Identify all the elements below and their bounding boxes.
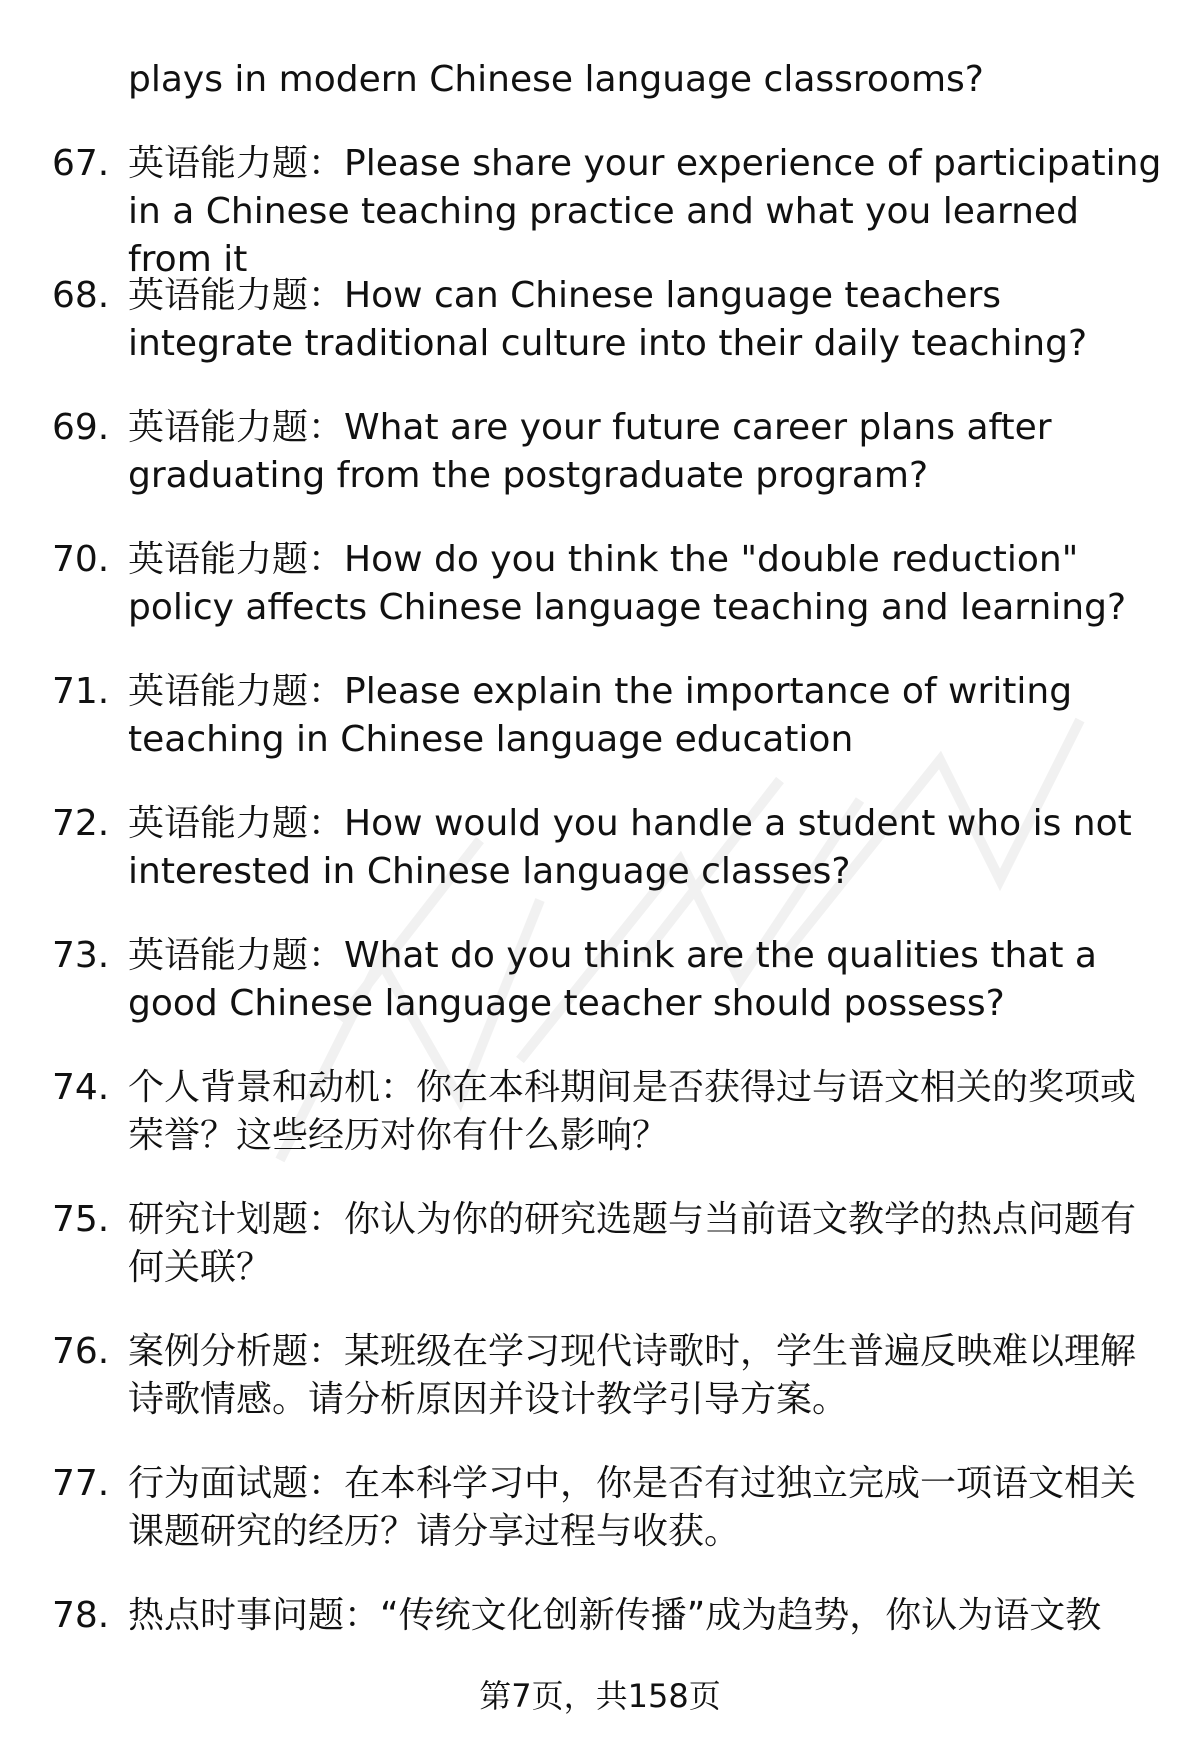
question-list — [0, 140, 1200, 1724]
question-number: 76. — [52, 1331, 110, 1372]
question-text: 英语能力题：What do you think are the qualities that a good Chinese language teacher should possess? — [128, 935, 1097, 1024]
question-text: 行为面试题：在本科学习中，你是否有过独立完成一项语文相关课题研究的经历？请分享过程与收获。 — [128, 1463, 1137, 1552]
question-text: 英语能力题：Please share your experience of participating in a Chinese teaching practice and what you learned from it — [128, 143, 1162, 280]
question-number: 69. — [52, 407, 110, 448]
question-number: 70. — [52, 539, 110, 580]
list-item — [0, 272, 1200, 404]
question-number: 72. — [52, 803, 110, 844]
question-text: 英语能力题：What are your future career plans after graduating from the postgraduate program? — [128, 407, 1052, 496]
page-footer: 第7页，共158页 — [479, 1677, 721, 1715]
question-text: 英语能力题：How do you think the "double reduction" policy affects Chinese language teaching and learning? — [128, 539, 1127, 628]
question-continuation: plays in modern Chinese language classrooms? — [128, 59, 984, 100]
list-item — [0, 1196, 1200, 1328]
question-number: 71. — [52, 671, 110, 712]
question-text: 热点时事问题：“传统文化创新传播”成为趋势，你认为语文教 — [128, 1595, 1102, 1636]
list-item — [0, 536, 1200, 668]
question-text: 案例分析题：某班级在学习现代诗歌时，学生普遍反映难以理解诗歌情感。请分析原因并设计教学引导方案。 — [128, 1331, 1137, 1420]
question-text: 英语能力题：Please explain the importance of writing teaching in Chinese language education — [128, 671, 1073, 760]
list-item — [0, 800, 1200, 932]
question-number: 74. — [52, 1067, 110, 1108]
list-item — [0, 1064, 1200, 1196]
list-item — [0, 1328, 1200, 1460]
question-number: 75. — [52, 1199, 110, 1240]
list-item — [0, 932, 1200, 1064]
list-item — [0, 404, 1200, 536]
list-item — [0, 668, 1200, 800]
question-number: 77. — [52, 1463, 110, 1504]
list-item — [0, 140, 1200, 280]
question-number: 68. — [52, 275, 110, 316]
question-number: 73. — [52, 935, 110, 976]
question-number: 78. — [52, 1595, 110, 1636]
question-number: 67. — [52, 143, 110, 184]
question-text: 英语能力题：How can Chinese language teachers integrate traditional culture into their daily teaching? — [128, 275, 1088, 364]
list-item — [0, 1460, 1200, 1592]
question-text: 个人背景和动机：你在本科期间是否获得过与语文相关的奖项或荣誉？这些经历对你有什么影响？ — [128, 1067, 1137, 1156]
question-text: 研究计划题：你认为你的研究选题与当前语文教学的热点问题有何关联？ — [128, 1199, 1137, 1288]
question-text: 英语能力题：How would you handle a student who is not interested in Chinese language classes? — [128, 803, 1132, 892]
